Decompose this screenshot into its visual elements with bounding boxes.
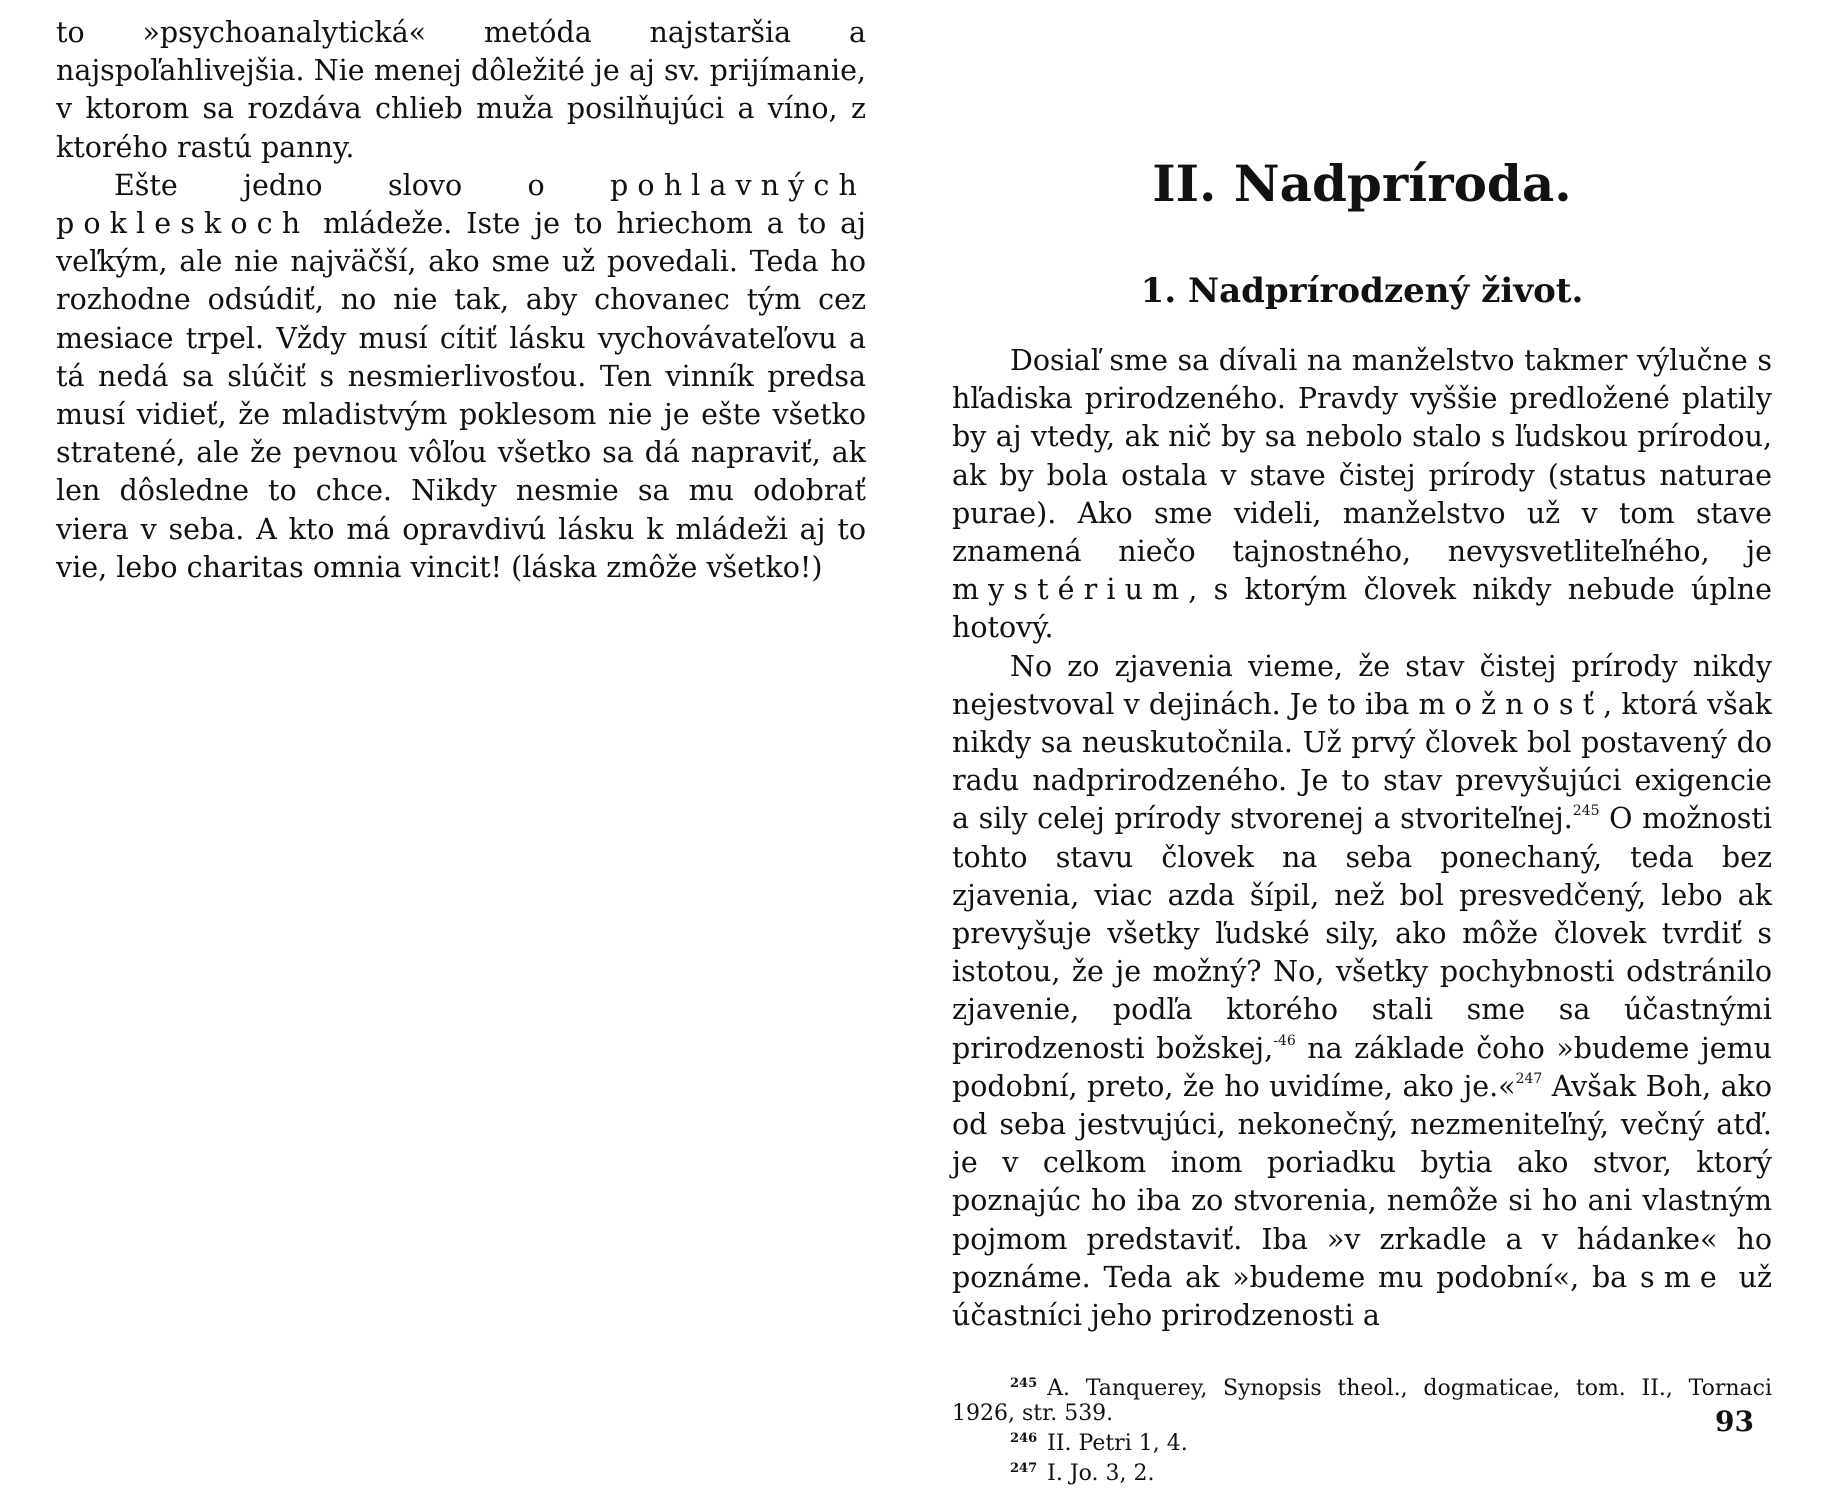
text-segment: Ešte jedno slovo o <box>114 168 611 202</box>
left-page <box>56 14 866 587</box>
body-paragraph <box>952 342 1772 648</box>
text-segment: , s ktorým človek nikdy nebude úplne hotový. <box>952 573 1772 645</box>
text-segment: No zo zjavenia vieme, že stav čistej prírody nikdy nejestvoval v dejinách. Je to iba <box>952 649 1772 721</box>
footnote-number: 246 <box>1010 1431 1038 1447</box>
page-number: 93 <box>1715 1405 1754 1438</box>
body-paragraph <box>56 14 866 167</box>
footnote-number: 247 <box>1010 1461 1038 1477</box>
text-segment: Dosiaľ sme sa dívali na manželstvo takmer výlučne s hľadiska prirodzeného. Pravdy vyššie predložené platily by aj vtedy, ak nič by sa nebolo stalo s ľudskou prírodou, ak by bola ostala v stave čistej prírody (status naturae purae). Ako sme videli, manželstvo už v tom stave znamená niečo tajnostného, nevysvetliteľného, je <box>952 344 1772 569</box>
footnote-number: 245 <box>1010 1376 1038 1392</box>
text-segment: mládeže. Iste je to hriechom a to aj veľkým, ale nie najväčší, ako sme už povedali. Teda ho rozhodne odsúdiť, no nie tak, aby chovanec tým cez mesiace trpel. Vždy musí cítiť lásku vychovávateľovu a tá nedá sa slúčiť s nesmierlivosťou. Ten vinník predsa musí vidieť, že mladistvým poklesom nie je ešte všetko stratené, ale že pevnou vôľou všetko sa dá napraviť, ak len dôsledne to chce. Nikdy nesmie sa mu odobrať viera v seba. A kto má opravdivú lásku k mládeži aj to vie, lebo charitas omnia vincit! (láska zmôže všetko!) <box>56 207 866 584</box>
chapter-title: II. Nadpríroda. <box>1152 154 1572 213</box>
footnote-text: I. Jo. 3, 2. <box>1047 1461 1155 1487</box>
emphasized-text: sme <box>1639 1260 1726 1294</box>
footnote <box>952 1456 1772 1486</box>
right-page <box>952 14 1773 1487</box>
section-title: 1. Nadprírodzený život. <box>1140 271 1584 311</box>
text-segment: , ktorá však nikdy sa neuskutočnila. Už prvý človek bol postavený do radu nadprirodzeného. Je to stav prevyšujúci exigencie a sily celej prírody stvorenej a stvoriteľnej. <box>952 687 1772 836</box>
emphasized-text: mystérium <box>952 573 1189 607</box>
body-paragraph <box>56 167 866 587</box>
emphasized-text: pohlavných pokleskoch <box>56 168 866 241</box>
footnotes <box>952 1371 1772 1486</box>
footnote-reference[interactable]: 245 <box>1572 803 1600 820</box>
footnote-text: II. Petri 1, 4. <box>1047 1431 1188 1457</box>
footnote-text: A. Tanquerey, Synopsis theol., dogmaticae, tom. II., Tornaci 1926, str. 539. <box>952 1376 1772 1427</box>
footnote <box>952 1371 1772 1426</box>
text-segment: to »psychoanalytická« metóda najstaršia a najspoľahlivejšia. Nie menej dôležité je aj sv. prijímanie, v ktorom sa rozdáva chlieb muža posilňujúci a víno, z ktorého rastú panny. <box>56 16 866 164</box>
body-paragraph <box>952 648 1772 1336</box>
footnote <box>952 1426 1772 1456</box>
text-segment: Avšak Boh, ako od seba jestvujúci, nekonečný, nezmeniteľný, večný atď. je v celkom inom poriadku bytia ako stvor, ktorý poznajúc ho iba zo stvorenia, nemôže si ho ani vlastným pojmom predstaviť. Iba »v zrkadle a v hádanke« ho poznáme. Teda ak »budeme mu podobní«, ba <box>952 1069 1773 1294</box>
footnote-reference[interactable]: -46 <box>1273 1032 1296 1049</box>
text-segment: O možnosti tohto stavu človek na seba ponechaný, teda bez zjavenia, viac azda šípil, než bol presvedčený, lebo ak prevyšuje všetky ľudské sily, ako môže človek tvrdiť s istotou, že je možný? No, všetky pochybnosti odstránilo zjavenie, podľa ktorého stali sme sa účastnými prirodzenosti božskej, <box>952 802 1772 1065</box>
text-segment: na základe čoho »budeme jemu podobní, preto, že ho uvidíme, ako je.« <box>952 1031 1773 1103</box>
text-segment: už účastníci jeho prirodzenosti a <box>952 1260 1772 1333</box>
emphasized-text: možnosť <box>1418 687 1604 721</box>
footnote-reference[interactable]: 247 <box>1515 1070 1543 1087</box>
